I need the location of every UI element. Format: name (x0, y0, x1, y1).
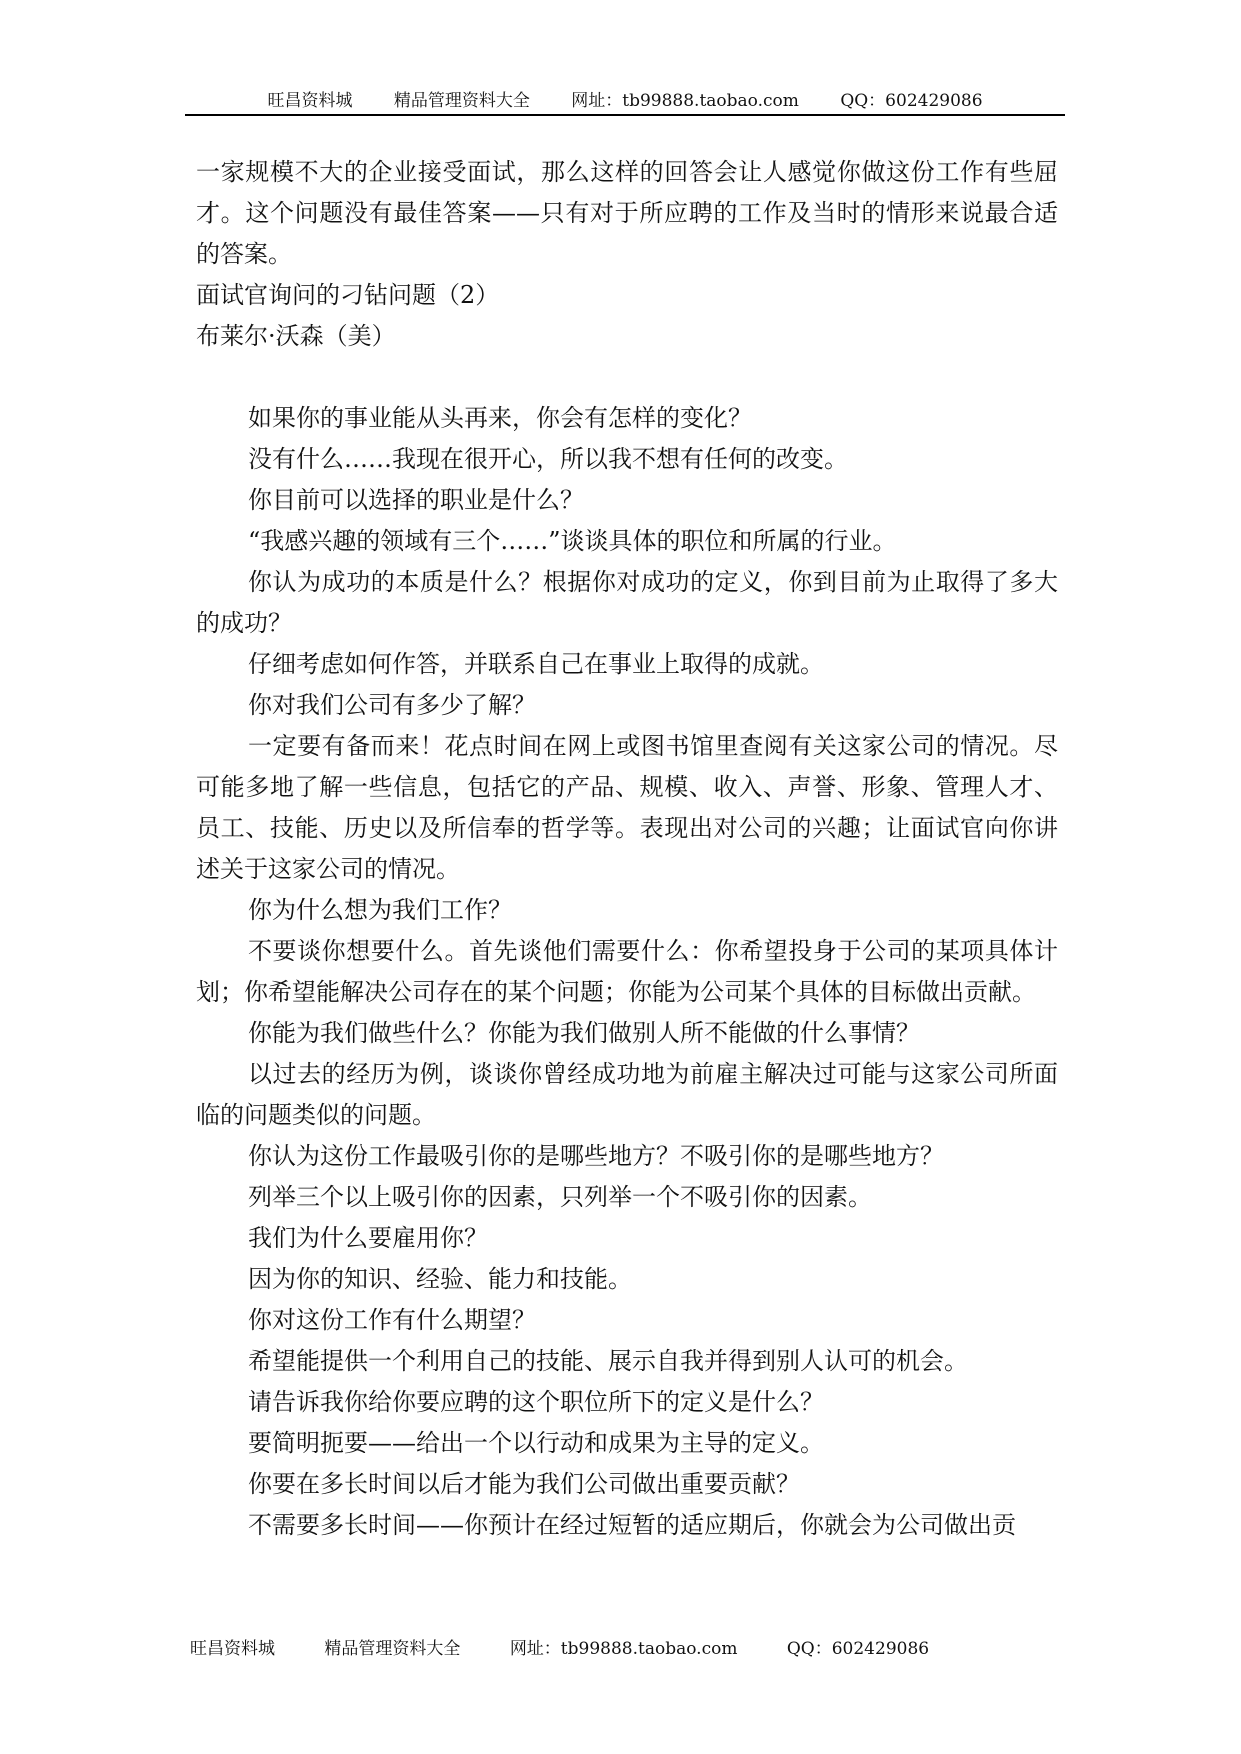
question: 你对我们公司有多少了解？ (248, 691, 536, 719)
footer-url: 网址：tb99888.taobao.com (509, 1639, 738, 1659)
question: 你对这份工作有什么期望？ (248, 1306, 536, 1334)
footer-slogan: 精品管理资料大全 (324, 1639, 461, 1659)
question: 你为什么想为我们工作？ (248, 896, 512, 924)
answer: 因为你的知识、经验、能力和技能。 (248, 1265, 632, 1293)
question: 如果你的事业能从头再来，你会有怎样的变化？ (248, 404, 752, 432)
page-header (185, 88, 1065, 116)
header-url: 网址：tb99888.taobao.com (571, 91, 799, 111)
answer: 没有什么……我现在很开心，所以我不想有任何的改变。 (248, 445, 848, 473)
question: 请告诉我你给你要应聘的这个职位所下的定义是什么？ (248, 1388, 824, 1416)
answer: 希望能提供一个利用自己的技能、展示自我并得到别人认可的机会。 (248, 1347, 968, 1375)
question: 你要在多长时间以后才能为我们公司做出重要贡献？ (248, 1470, 800, 1498)
question: 我们为什么要雇用你？ (248, 1224, 488, 1252)
answer: 不要谈你想要什么。首先谈他们需要什么：你希望投身于公司的某项具体计划；你希望能解决公司存在的某个问题；你能为公司某个具体的目标做出贡献。 (196, 937, 1058, 1006)
question: 你能为我们做些什么？你能为我们做别人所不能做的什么事情？ (248, 1019, 920, 1047)
answer: “我感兴趣的领域有三个……”谈谈具体的职位和所属的行业。 (248, 527, 897, 555)
question: 你认为成功的本质是什么？根据你对成功的定义，你到目前为止取得了多大的成功？ (196, 568, 1058, 637)
header-slogan: 精品管理资料大全 (393, 91, 530, 111)
header-text (185, 88, 1065, 114)
document-body (196, 152, 1058, 1546)
blank-line (196, 357, 1058, 398)
header-qq: QQ：602429086 (840, 91, 983, 111)
answer: 一定要有备而来！花点时间在网上或图书馆里查阅有关这家公司的情况。尽可能多地了解一些信息，包括它的产品、规模、收入、声誉、形象、管理人才、员工、技能、历史以及所信奉的哲学等。表现出对公司的兴趣；让面试官向你讲述关于这家公司的情况。 (196, 732, 1058, 883)
answer: 要简明扼要——给出一个以行动和成果为主导的定义。 (248, 1429, 824, 1457)
answer: 不需要多长时间——你预计在经过短暂的适应期后，你就会为公司做出贡 (248, 1511, 1016, 1539)
footer-site-name: 旺昌资料城 (190, 1639, 275, 1659)
question: 你目前可以选择的职业是什么？ (248, 486, 584, 514)
header-site-name: 旺昌资料城 (267, 91, 353, 111)
footer-qq: QQ：602429086 (786, 1639, 930, 1659)
paragraph-continuation: 一家规模不大的企业接受面试，那么这样的回答会让人感觉你做这份工作有些屈才。这个问题没有最佳答案——只有对于所应聘的工作及当时的情形来说最合适的答案。 (196, 158, 1058, 268)
answer: 仔细考虑如何作答，并联系自己在事业上取得的成就。 (248, 650, 824, 678)
article-title: 面试官询问的刁钻问题（2） (196, 281, 500, 309)
answer: 以过去的经历为例，谈谈你曾经成功地为前雇主解决过可能与这家公司所面临的问题类似的问题。 (196, 1060, 1058, 1129)
page-footer (190, 1636, 973, 1662)
article-author: 布莱尔·沃森（美） (196, 322, 396, 350)
question: 你认为这份工作最吸引你的是哪些地方？不吸引你的是哪些地方？ (248, 1142, 944, 1170)
answer: 列举三个以上吸引你的因素，只列举一个不吸引你的因素。 (248, 1183, 872, 1211)
